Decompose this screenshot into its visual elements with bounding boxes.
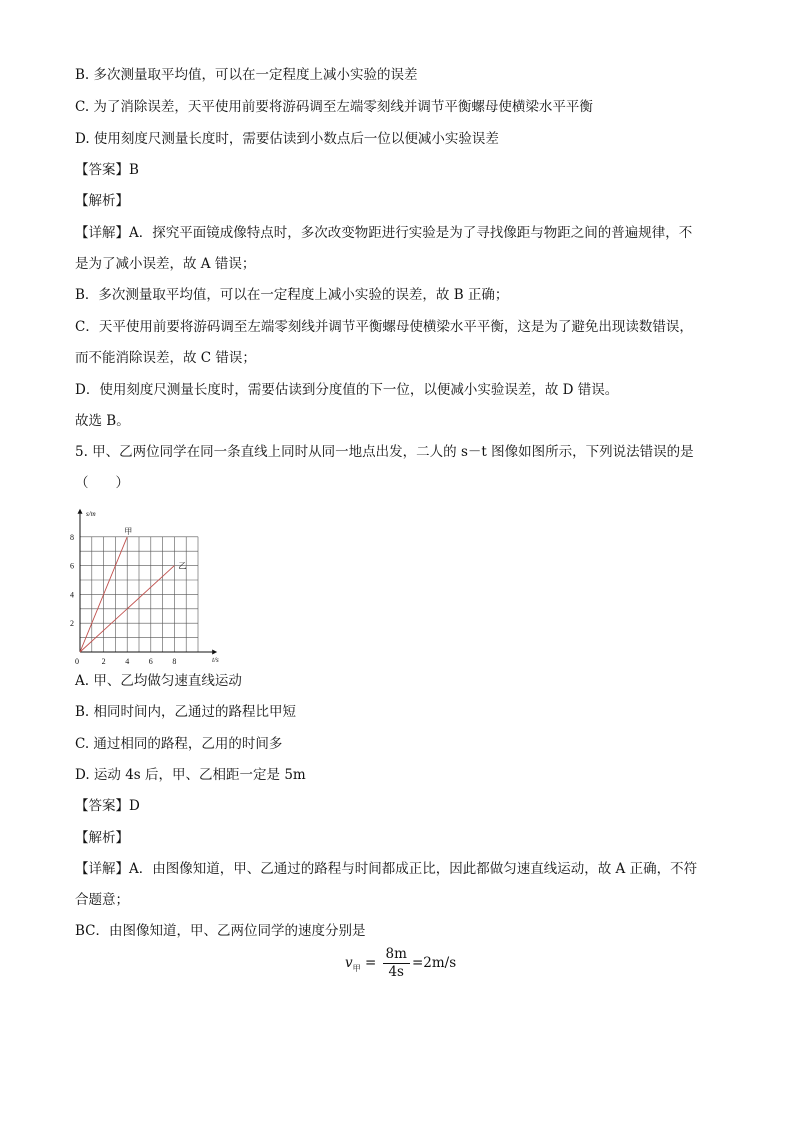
- velocity-formula: [345, 946, 456, 981]
- formula-numerator: 8m: [383, 946, 410, 964]
- q5-stem-2: （ ）: [75, 475, 129, 491]
- q5-detail-3: BC．由图像知道，甲、乙两位同学的速度分别是: [75, 923, 366, 939]
- q4-analysis-label: 【解析】: [75, 193, 129, 209]
- x-tick-label: 2: [101, 657, 106, 666]
- series-label-yi: 乙: [178, 561, 187, 571]
- q4-choose: 故选 B。: [75, 413, 130, 429]
- formula-var: v: [345, 955, 353, 971]
- q4-detail-2: 是为了减小误差，故 A 错误；: [75, 256, 256, 272]
- q4-detail-3: B．多次测量取平均值，可以在一定程度上减小实验的误差，故 B 正确；: [75, 287, 509, 303]
- q4-option-b: B. 多次测量取平均值，可以在一定程度上减小实验的误差: [75, 67, 418, 83]
- y-tick-label: 2: [70, 619, 74, 629]
- formula-fraction: [383, 946, 410, 981]
- y-tick-label: 6: [70, 561, 74, 571]
- q4-option-c: C. 为了消除误差，天平使用前要将游码调至左端零刻线并调节平衡螺母使横梁水平平衡: [75, 99, 593, 115]
- q5-option-a: A. 甲、乙均做匀速直线运动: [75, 673, 242, 689]
- formula-sub: 甲: [352, 964, 361, 973]
- q4-option-d: D. 使用刻度尺测量长度时，需要估读到小数点后一位以便减小实验误差: [75, 131, 499, 147]
- q4-detail-5: 而不能消除误差，故 C 错误；: [75, 350, 256, 366]
- q4-detail-1: 【详解】A．探究平面镜成像特点时，多次改变物距进行实验是为了寻找像距与物距之间的普遍规律，不: [75, 225, 693, 241]
- y-axis-arrow: [78, 509, 83, 514]
- x-axis-label: t/s: [212, 656, 219, 664]
- q5-detail-1: 【详解】A．由图像知道，甲、乙通过的路程与时间都成正比，因此都做匀速直线运动，故 A 正确，不符: [75, 861, 698, 877]
- q5-option-d: D. 运动 4s 后，甲、乙相距一定是 5m: [75, 767, 306, 783]
- q4-detail-4: C．天平使用前要将游码调至左端零刻线并调节平衡螺母使横梁水平平衡，这是为了避免出现读数错误，: [75, 319, 693, 335]
- y-axis-label: s/m: [86, 509, 96, 518]
- q5-option-b: B. 相同时间内，乙通过的路程比甲短: [75, 704, 297, 720]
- s-t-graph: [60, 496, 220, 666]
- y-tick-label: 8: [70, 532, 74, 542]
- q4-detail-6: D．使用刻度尺测量长度时，需要估读到分度值的下一位，以便减小实验误差，故 D 错误。: [75, 382, 619, 398]
- x-tick-label: 4: [125, 657, 130, 666]
- x-tick-label: 0: [75, 657, 79, 666]
- q5-analysis-label: 【解析】: [75, 830, 129, 846]
- series-label-jia: 甲: [124, 526, 133, 536]
- x-axis-arrow: [212, 650, 217, 655]
- y-tick-label: 4: [70, 590, 74, 600]
- q5-detail-2: 合题意；: [75, 892, 129, 908]
- q5-stem-1: 5. 甲、乙两位同学在同一条直线上同时从同一地点出发，二人的 s－t 图像如图所示，下列说法错误的是: [75, 444, 694, 460]
- formula-eq: =: [364, 955, 377, 971]
- formula-denominator: 4s: [388, 964, 404, 980]
- q5-answer: 【答案】D: [75, 798, 140, 814]
- q4-answer: 【答案】B: [75, 162, 139, 178]
- x-tick-label: 6: [148, 657, 153, 666]
- x-tick-label: 8: [172, 657, 177, 666]
- formula-result: =2m/s: [411, 955, 457, 971]
- q5-option-c: C. 通过相同的路程，乙用的时间多: [75, 736, 283, 752]
